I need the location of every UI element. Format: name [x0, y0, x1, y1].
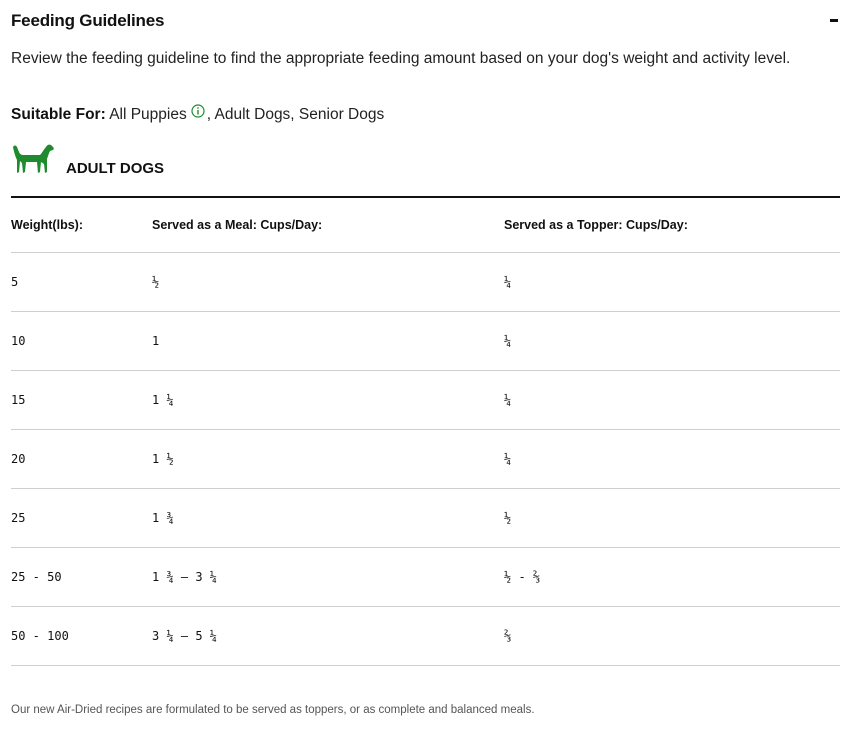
suitable-first: All Puppies — [109, 106, 187, 123]
table-row — [11, 312, 840, 371]
cell-weight: 25 — [11, 489, 152, 548]
table-row — [11, 371, 840, 430]
cell-weight: 10 — [11, 312, 152, 371]
cell-weight: 20 — [11, 430, 152, 489]
cell-weight: 25 - 50 — [11, 548, 152, 607]
cell-weight: 5 — [11, 253, 152, 312]
section-title: ADULT DOGS — [66, 160, 165, 177]
column-header-topper: Served as a Topper: Cups/Day: — [504, 198, 840, 253]
table-row — [11, 607, 840, 666]
feeding-guidelines-panel — [11, 0, 840, 716]
table-row — [11, 430, 840, 489]
suitable-for — [11, 104, 384, 124]
info-icon[interactable] — [191, 104, 205, 123]
cell-weight: 15 — [11, 371, 152, 430]
cell-meal: 1 ¾ – 3 ¼ — [152, 548, 504, 607]
cell-topper: ¼ — [504, 253, 840, 312]
accordion-header[interactable] — [11, 0, 840, 42]
description: Review the feeding guideline to find the appropriate feeding amount based on your dog's weight and activity level. — [11, 50, 791, 67]
cell-meal: ½ — [152, 253, 504, 312]
cell-meal: 1 ¾ — [152, 489, 504, 548]
column-header-meal: Served as a Meal: Cups/Day: — [152, 198, 504, 253]
table-row — [11, 548, 840, 607]
cell-topper: ⅔ — [504, 607, 840, 666]
feeding-table — [11, 198, 840, 666]
panel-title: Feeding Guidelines — [11, 11, 165, 30]
cell-topper: ¼ — [504, 371, 840, 430]
cell-topper: ¼ — [504, 312, 840, 371]
collapse-icon[interactable] — [830, 19, 838, 22]
cell-meal: 1 ¼ — [152, 371, 504, 430]
dog-icon — [11, 142, 55, 181]
cell-topper: ½ - ⅔ — [504, 548, 840, 607]
table-row — [11, 489, 840, 548]
cell-meal: 1 — [152, 312, 504, 371]
cell-meal: 1 ½ — [152, 430, 504, 489]
cell-weight: 50 - 100 — [11, 607, 152, 666]
cell-topper: ½ — [504, 489, 840, 548]
table-row — [11, 253, 840, 312]
footnote: Our new Air-Dried recipes are formulated to be served as toppers, or as complete and balanced meals. — [11, 704, 535, 716]
cell-meal: 3 ¼ – 5 ¼ — [152, 607, 504, 666]
suitable-for-label: Suitable For: — [11, 106, 106, 123]
suitable-rest: , Adult Dogs, Senior Dogs — [206, 106, 385, 123]
cell-topper: ¼ — [504, 430, 840, 489]
table-header-row — [11, 198, 840, 253]
column-header-weight: Weight(lbs): — [11, 198, 152, 253]
